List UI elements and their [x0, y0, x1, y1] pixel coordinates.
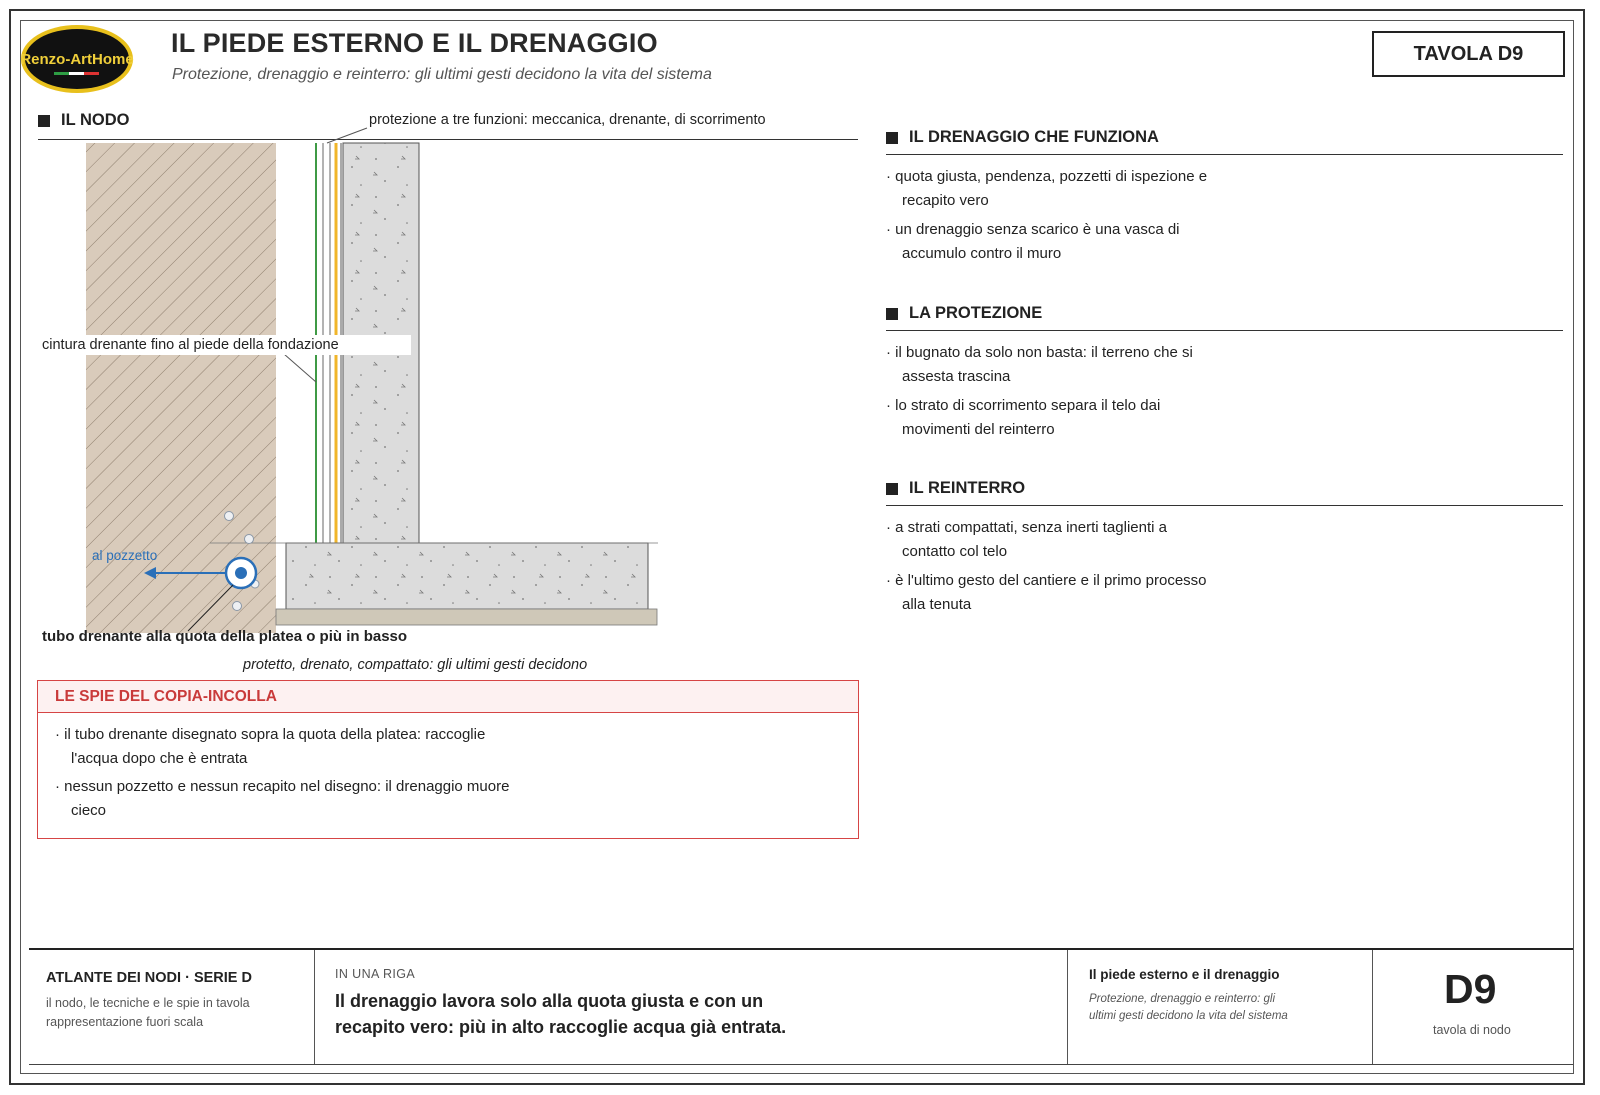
series-line: rappresentazione fuori scala	[46, 1015, 204, 1029]
logo-text: Renzo-ArtHome	[20, 51, 134, 68]
warning-heading: LE SPIE DEL COPIA-INCOLLA	[38, 681, 858, 713]
title-block-divider	[1372, 950, 1373, 1064]
lean-concrete-layer	[276, 609, 657, 625]
drawing-caption: protetto, drenato, compattato: gli ultimi gesti decidono	[243, 657, 588, 673]
list-item: · il bugnato da solo non basta: il terreno che si assesta trascina	[886, 344, 1193, 385]
series-line: il nodo, le tecniche e le spie in tavola	[46, 996, 250, 1010]
oneline-summary: Il drenaggio lavora solo alla quota giusta e con un recapito vero: più in alto raccoglie acqua già entrata.	[335, 991, 787, 1037]
warning-item: · il tubo drenante disegnato sopra la quota della platea: raccoglie l'acqua dopo che è entrata	[55, 726, 486, 767]
page-title: IL PIEDE ESTERNO E IL DRENAGGIO	[171, 28, 658, 58]
protection-leader	[327, 128, 367, 143]
section-rule	[886, 505, 1563, 506]
pozzetto-label: al pozzetto	[92, 548, 158, 563]
list-item: · un drenaggio senza scarico è una vasca di accumulo contro il muro	[886, 221, 1180, 262]
reference-subtitle: Protezione, drenaggio e reinterro: gli ultimi gesti decidono la vita del sistema	[1089, 993, 1288, 1022]
belt-leader	[284, 354, 316, 382]
title-block	[29, 948, 1573, 1065]
list-item: · è l'ultimo gesto del cantiere e il primo processo alla tenuta	[886, 572, 1207, 613]
footing-slab	[286, 543, 648, 609]
drain-pipe-core	[235, 567, 247, 579]
node-heading-label: IL NODO	[61, 111, 130, 129]
title-block-divider	[314, 950, 315, 1064]
list-item: · quota giusta, pendenza, pozzetti di ispezione e recapito vero	[886, 168, 1208, 209]
list-item: · a strati compattati, senza inerti taglienti a contatto col telo	[886, 519, 1167, 560]
gravel-stone	[225, 512, 234, 521]
gravel-stone	[233, 602, 242, 611]
sheet-code: D9	[1444, 966, 1497, 1012]
drain-pipe-label: tubo drenante alla quota della platea o più in basso	[42, 628, 408, 645]
page-subtitle: Protezione, drenaggio e reinterro: gli ultimi gesti decidono la vita del sistema	[172, 66, 712, 83]
protection-label: protezione a tre funzioni: meccanica, drenante, di scorrimento	[369, 112, 766, 128]
list-item: · lo strato di scorrimento separa il telo dai movimenti del reinterro	[886, 397, 1161, 438]
square-bullet-icon	[886, 132, 898, 144]
tavola-badge: TAVOLA D9	[1372, 31, 1565, 77]
title-block-divider	[1067, 950, 1068, 1064]
warning-item: · nessun pozzetto e nessun recapito nel disegno: il drenaggio muore cieco	[55, 778, 510, 819]
section-heading-protection: LA PROTEZIONE	[886, 304, 1042, 323]
series-title: ATLANTE DEI NODI · SERIE D	[46, 970, 252, 986]
reference-title: Il piede esterno e il drenaggio	[1089, 967, 1280, 982]
copy-paste-warning-box	[37, 680, 859, 839]
drainage-belt-label: cintura drenante fino al piede della fondazione	[38, 335, 411, 355]
gravel-stone	[245, 535, 254, 544]
oneline-tag: IN UNA RIGA	[335, 967, 416, 981]
section-heading-drainage: IL DRENAGGIO CHE FUNZIONA	[886, 128, 1159, 147]
section-rule	[886, 154, 1563, 155]
section-rule	[886, 330, 1563, 331]
sheet-code-label: tavola di nodo	[1433, 1023, 1511, 1037]
section-heading-backfill: IL REINTERRO	[886, 479, 1025, 498]
square-bullet-icon	[886, 483, 898, 495]
square-bullet-icon	[886, 308, 898, 320]
